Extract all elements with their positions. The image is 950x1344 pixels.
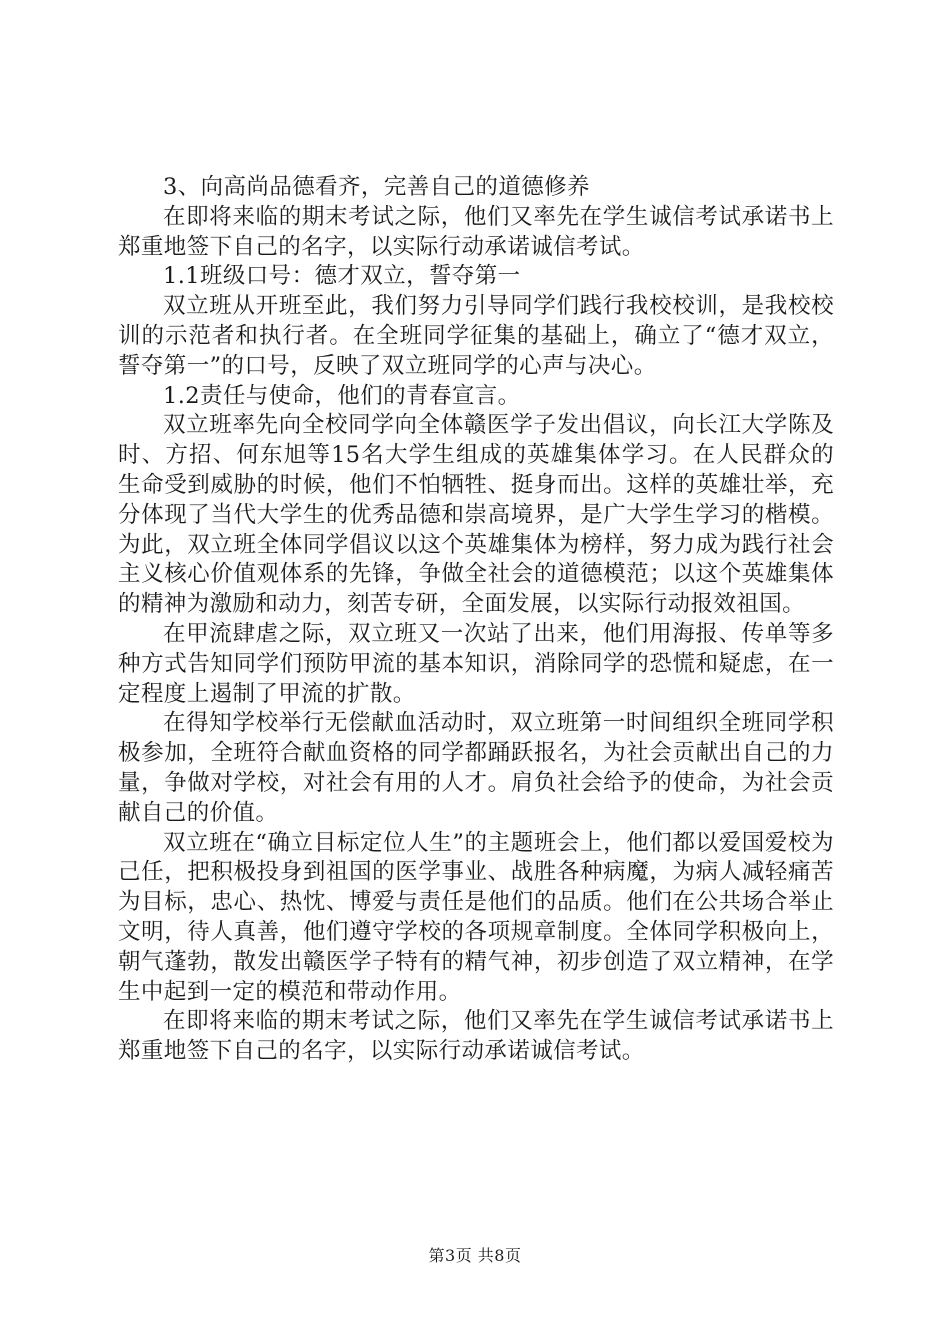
paragraph: 在即将来临的期末考试之际，他们又率先在学生诚信考试承诺书上郑重地签下自己的名字，以实际行动承诺诚信考试。 bbox=[118, 1008, 834, 1065]
paragraph: 双立班在“确立目标定位人生”的主题班会上，他们都以爱国爱校为己任，把积极投身到祖国的医学事业、战胜各种病魔，为病人减轻痛苦为目标，忠心、热忱、博爱与责任是他们的品质。他们在公共场合举止文明，待人真善，他们遵守学校的各项规章制度。全体同学积极向上，朝气蓬勃，散发出赣医学子特有的精气神，初步创造了双立精神，在学生中起到一定的模范和带动作用。 bbox=[118, 829, 834, 1005]
document-body bbox=[118, 173, 834, 1067]
paragraph: 双立班从开班至此，我们努力引导同学们践行我校校训，是我校校训的示范者和执行者。在全班同学征集的基础上，确立了“德才双立，誓夺第一”的口号，反映了双立班同学的心声与决心。 bbox=[118, 293, 834, 379]
paragraph: 在得知学校举行无偿献血活动时，双立班第一时间组织全班同学积极参加，全班符合献血资格的同学都踊跃报名，为社会贡献出自己的力量，争做对学校，对社会有用的人才。肩负社会给予的使命，为社会贡献自己的价值。 bbox=[118, 710, 834, 826]
subsection-heading-1-2: 1.2责任与使命，他们的青春宣言。 bbox=[163, 382, 521, 409]
paragraph: 双立班率先向全校同学向全体赣医学子发出倡议，向长江大学陈及时、方招、何东旭等15名大学生组成的英雄集体学习。在人民群众的生命受到威胁的时候，他们不怕牺牲、挺身而出。这样的英雄壮举，充分体现了当代大学生的优秀品德和崇高境界，是广大学生学习的楷模。为此，双立班全体同学倡议以这个英雄集体为榜样，努力成为践行社会主义核心价值观体系的先锋，争做全社会的道德模范；以这个英雄集体的精神为激励和动力，刻苦专研，全面发展，以实际行动报效祖国。 bbox=[118, 412, 834, 618]
section-heading-3: 3、向高尚品德看齐，完善自己的道德修养 bbox=[163, 174, 590, 200]
subsection-heading-1-1: 1.1班级口号：德才双立，誓夺第一 bbox=[163, 263, 521, 290]
page-number-footer: 第3页 共8页 bbox=[428, 1246, 522, 1265]
paragraph: 在即将来临的期末考试之际，他们又率先在学生诚信考试承诺书上郑重地签下自己的名字，以实际行动承诺诚信考试。 bbox=[118, 203, 834, 260]
paragraph: 在甲流肆虐之际，双立班又一次站了出来，他们用海报、传单等多种方式告知同学们预防甲流的基本知识，消除同学的恐慌和疑虑，在一定程度上遏制了甲流的扩散。 bbox=[118, 620, 834, 707]
